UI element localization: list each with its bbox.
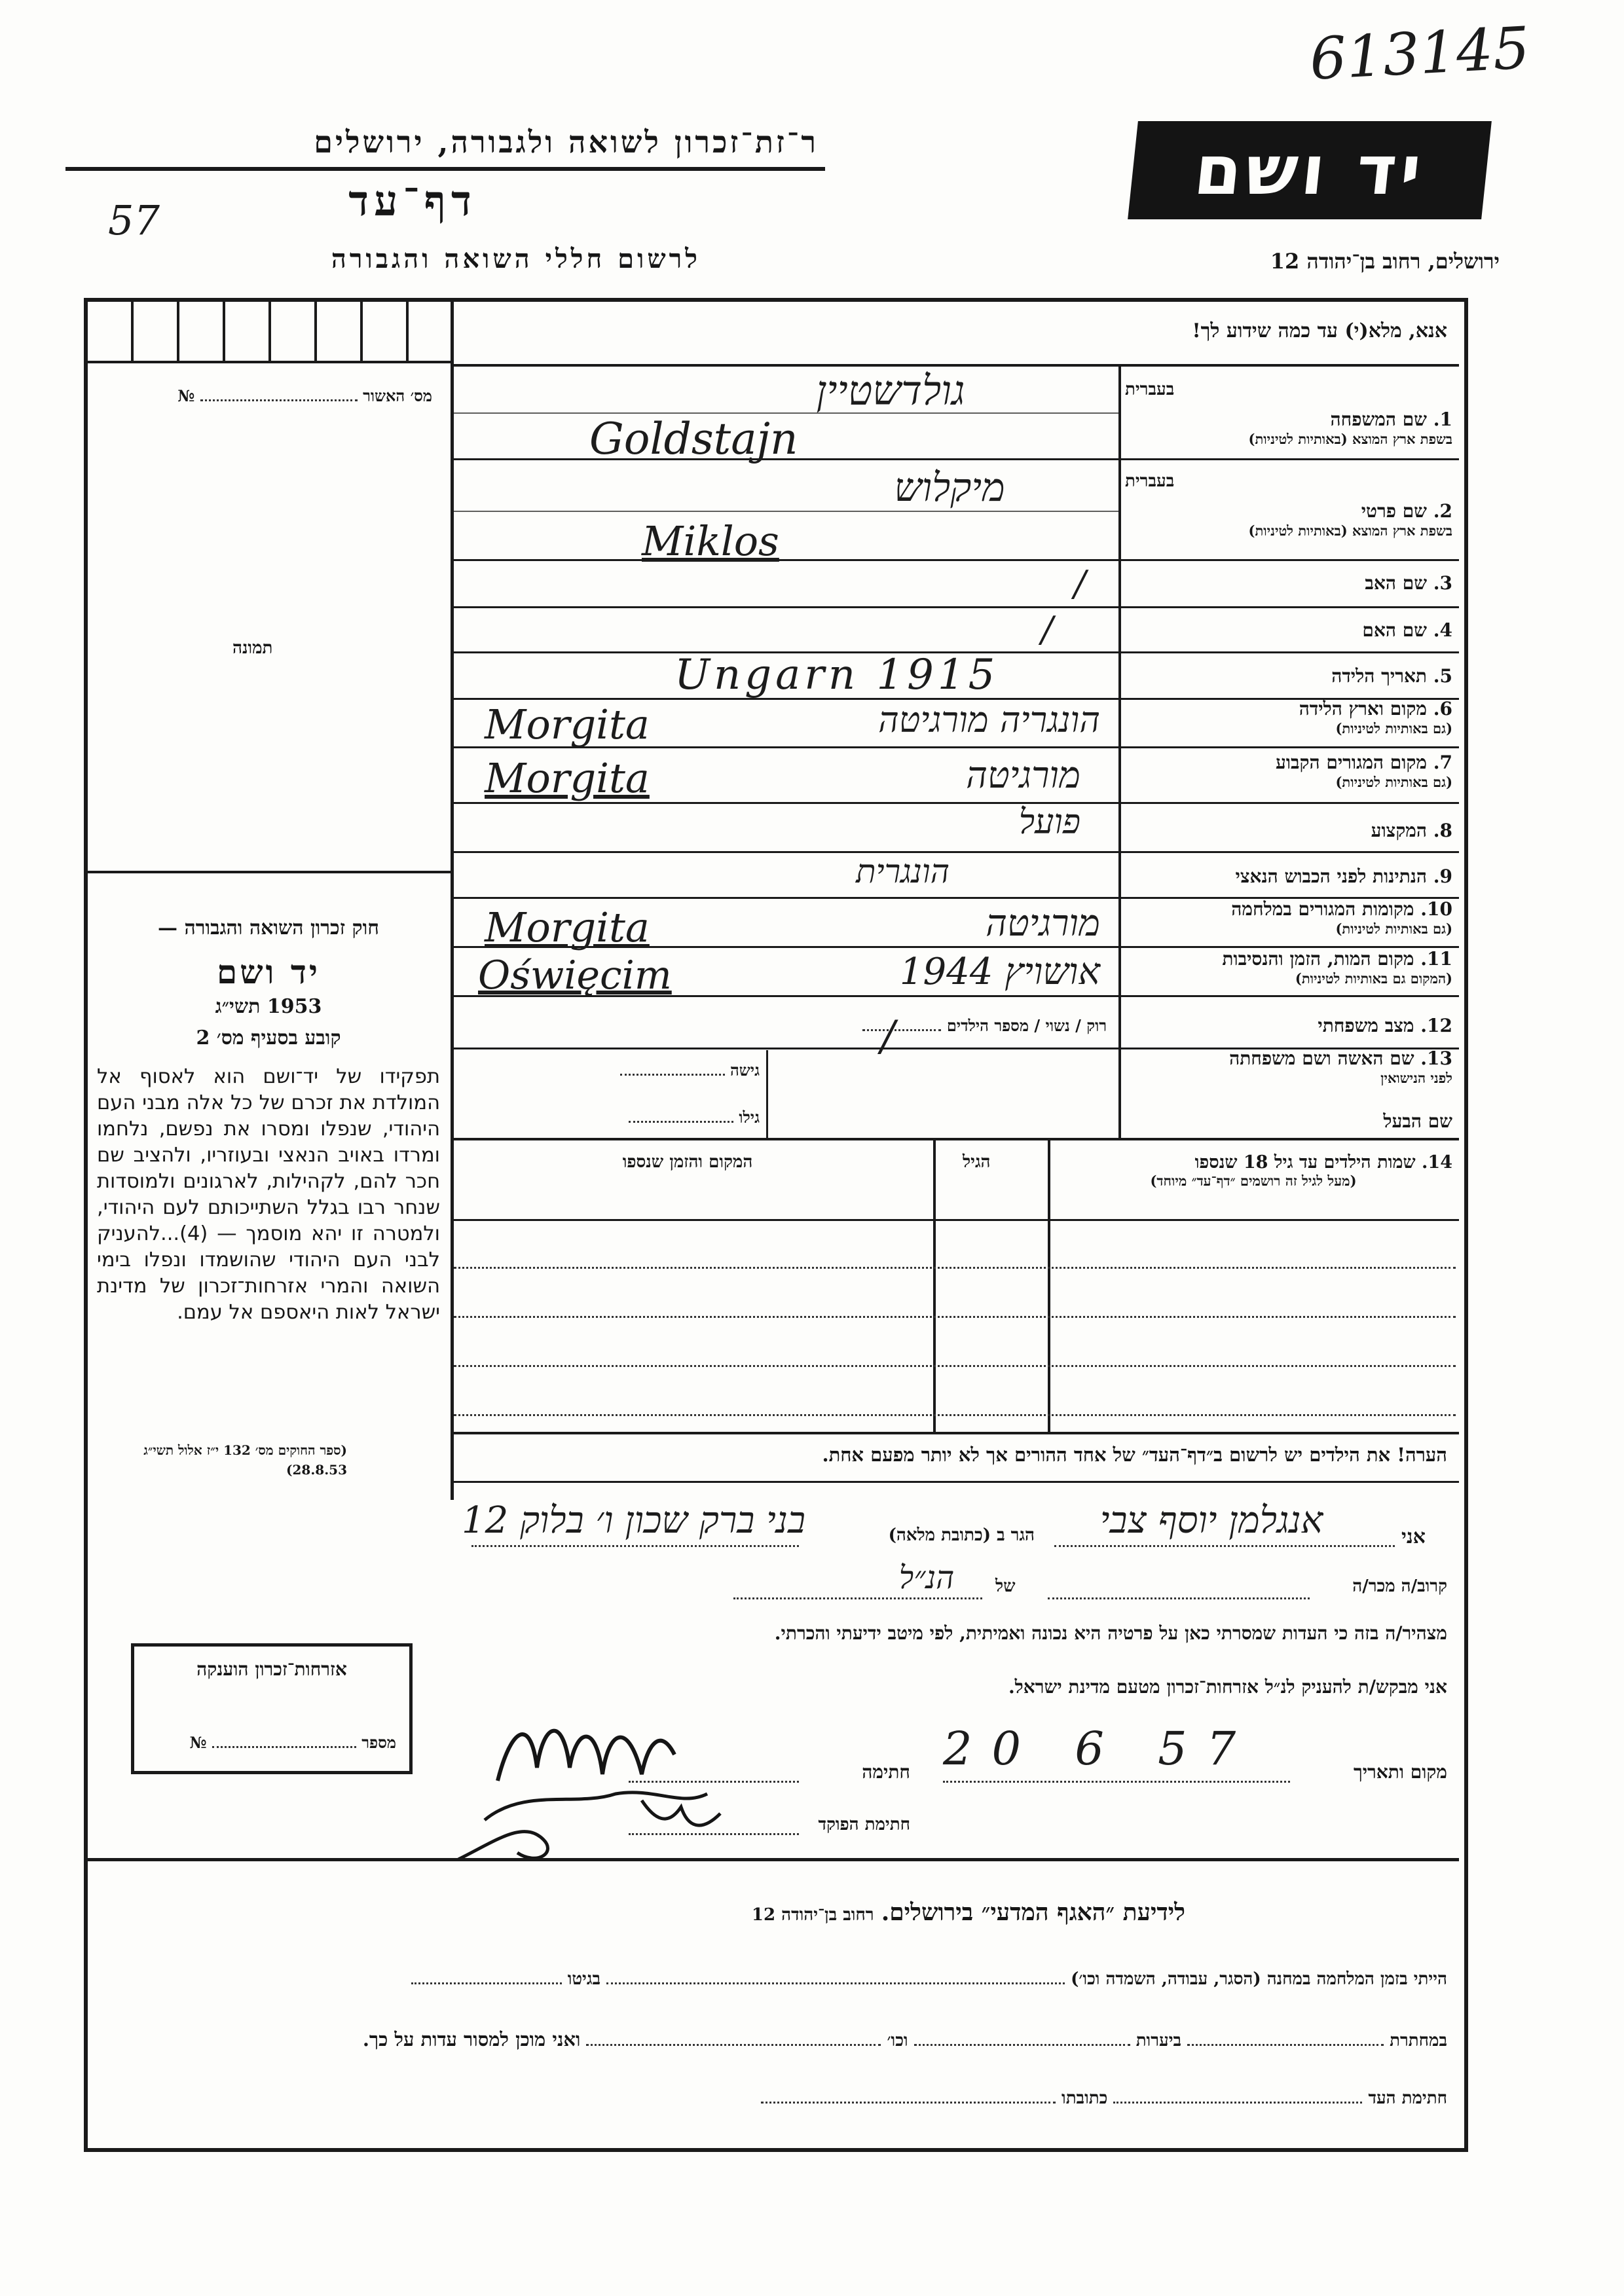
field-2-number: 2. bbox=[1433, 500, 1452, 522]
field-12-number: 12. bbox=[1420, 1015, 1452, 1036]
header-rule bbox=[65, 167, 825, 171]
wife-age-label: גישה bbox=[729, 1061, 760, 1080]
signature-label: חתימה bbox=[862, 1761, 910, 1783]
children-header-rule bbox=[454, 1219, 1459, 1221]
footer-rule bbox=[88, 1858, 1459, 1861]
footer-testimony: ואני מוכן למסור עדות על כך. bbox=[362, 2028, 581, 2050]
field-13-sub: לפני הנישואין bbox=[1380, 1070, 1452, 1086]
field-11-number: 11. bbox=[1420, 948, 1452, 970]
children-line-4[interactable] bbox=[454, 1414, 1456, 1416]
field-7-name: מקום המגורים הקבוע bbox=[1276, 752, 1428, 773]
field-11-sub: (המקום גם באותיות לטיניות) bbox=[1295, 970, 1452, 987]
field-11-label bbox=[1125, 948, 1452, 987]
declarant-address[interactable]: בני ברק שכון ו׳ בלוק 12 bbox=[462, 1499, 805, 1542]
footer-title-text: לידיעת ״האגף המדעי״ בירושלים. bbox=[881, 1899, 1185, 1926]
date-line bbox=[943, 1781, 1290, 1783]
row-rule-3 bbox=[454, 606, 1459, 608]
field-1-hebrew-value[interactable]: גולדשטיין bbox=[816, 367, 965, 414]
relation-line bbox=[1048, 1597, 1310, 1599]
footer-underground: במחתרת bbox=[1390, 2031, 1447, 2050]
children-sub: (מעל לגיל זה רושמים ״דף־עד״ מיוחד) bbox=[1150, 1173, 1357, 1189]
field-5-value[interactable]: Ungarn 1915 bbox=[674, 651, 999, 699]
children-bottom-rule bbox=[454, 1432, 1459, 1434]
memorial-box-title: אזרחות־זכרון הוענקה bbox=[196, 1658, 347, 1680]
sub-rule-2 bbox=[454, 511, 1118, 512]
relation-value[interactable]: הנ״ל bbox=[898, 1559, 955, 1596]
footer-line-2 bbox=[98, 2028, 1447, 2051]
handwritten-number: 57 bbox=[108, 196, 160, 244]
field-9-value[interactable]: הונגרית bbox=[855, 852, 950, 890]
address: ירושלים, רחוב בן־יהודה 12 bbox=[1270, 249, 1500, 274]
date-value[interactable]: 20 6 57 bbox=[943, 1722, 1256, 1776]
children-line-3[interactable] bbox=[454, 1365, 1456, 1367]
approval-number-sign: № bbox=[177, 386, 195, 405]
field-7-sub: (גם באותיות לטיניות) bbox=[1335, 774, 1452, 790]
footer-title bbox=[458, 1899, 1185, 1926]
children-number: 14. bbox=[1422, 1152, 1452, 1173]
memorial-box-number-label: מספר bbox=[361, 1733, 396, 1752]
institution-name: ר־זת־זכרון לשואה ולגבורה, ירושלים bbox=[314, 124, 819, 160]
field-8-label bbox=[1125, 820, 1452, 842]
field-11-latin-value[interactable]: Oświęcim bbox=[478, 953, 672, 998]
field-1-name: שם המשפחה bbox=[1330, 409, 1428, 430]
husband-age bbox=[485, 1108, 760, 1127]
field-4-label bbox=[1125, 619, 1452, 642]
note: הערה! את הילדים יש לרשום ב״דף־העד״ של אחד ההורים אך לא יותר מפעם אחת. bbox=[822, 1444, 1447, 1466]
label-column-divider bbox=[1118, 367, 1121, 1139]
marital-status-options-text: רוק / נשוי / מספר הילדים bbox=[946, 1016, 1107, 1035]
field-7-hebrew-value[interactable]: מורגיטה bbox=[966, 754, 1080, 797]
field-3-name: שם האב bbox=[1365, 572, 1428, 594]
husband-age-label: גילו bbox=[739, 1108, 760, 1127]
field-1-latin-value[interactable]: Goldstajn bbox=[589, 414, 798, 464]
field-12-name: מצב משפחתי bbox=[1318, 1015, 1414, 1036]
field-6-label bbox=[1125, 698, 1452, 737]
field-6-sub: (גם באותיות לטיניות) bbox=[1335, 720, 1452, 737]
left-column-divider bbox=[451, 302, 454, 1500]
field-8-value[interactable]: פועל bbox=[1018, 803, 1080, 842]
relation-label: קרוב/ה מכר/ה bbox=[1352, 1576, 1447, 1596]
declarant-ani: אני bbox=[1401, 1525, 1426, 1548]
memorial-box-number bbox=[147, 1733, 396, 1753]
signature-scribble bbox=[445, 1689, 773, 1886]
law-year: 1953 תשי״ג bbox=[215, 995, 322, 1018]
declaration-text: מצהיר/ה בזה כי העדות שמסרתי כאן על פרטיה היא נכונה ואמיתית, לפי מיטב ידיעתי והכרתי. bbox=[774, 1622, 1447, 1644]
relation-shel: של bbox=[995, 1576, 1016, 1596]
children-line-1[interactable] bbox=[454, 1267, 1456, 1269]
field-9-label bbox=[1125, 866, 1452, 888]
footer-forests: ביערות bbox=[1135, 2031, 1182, 2050]
field-9-name: הנתינות לפני הכבוש הנאצי bbox=[1235, 866, 1428, 887]
field-12-value[interactable]: / bbox=[881, 1012, 895, 1061]
field-11-hebrew-value[interactable]: אושויץ 1944 bbox=[899, 951, 1100, 993]
field-2-hebrew-tag: בעברית bbox=[1125, 471, 1175, 491]
field-1-number: 1. bbox=[1433, 409, 1452, 430]
field-13-number: 13. bbox=[1420, 1048, 1452, 1069]
footer-etc: וכו׳ bbox=[887, 2031, 908, 2050]
field-3-label bbox=[1125, 572, 1452, 594]
field-1-label bbox=[1125, 380, 1452, 448]
request-text: אני מבקש/ת להעניק לנ״ל אזרחות־זכרון מטעם מדינת ישראל. bbox=[1008, 1676, 1447, 1698]
row-rule-8 bbox=[454, 851, 1459, 853]
field-6-latin-value[interactable]: Morgita bbox=[485, 701, 650, 748]
field-2-label bbox=[1125, 471, 1452, 539]
field-7-label bbox=[1125, 752, 1452, 791]
field-7-number: 7. bbox=[1433, 752, 1452, 773]
field-10-name: מקומות המגורים במלחמה bbox=[1231, 898, 1414, 920]
field-6-number: 6. bbox=[1433, 698, 1452, 720]
law-text: תפקידו של יד־ושם הוא לאסוף אל המולדת את זכרם של כל אלה מבני העם היהודי, שנפלו ומסרו את נפשם, נלחמו ומרדו באויב הנאצי ובעוזריו, ולהציב שם חכר להם, לקהילות, לארגונים ולמוסדות שנחר רבו בגלל השתייכותם לעם היהודי, ולמטרה זו יהא מוסמך — (4)...להעניק לבני העם היהודי שהושמדו ונפלו בימי השואה והמרי אזרחות־זכרון של מדינת ישראל לאות היאספם אל עמם. bbox=[97, 1065, 440, 1324]
field-5-name: תאריך הלידה bbox=[1331, 665, 1428, 687]
field-13-label bbox=[1125, 1048, 1452, 1087]
field-4-number: 4. bbox=[1433, 619, 1452, 641]
declarant-address-label: הגר ב (כתובת מלאה) bbox=[888, 1525, 1035, 1545]
tick-boxes bbox=[88, 302, 451, 363]
photo-area-rule bbox=[88, 871, 451, 873]
law-name: יד ושם bbox=[217, 953, 320, 991]
footer-line-1 bbox=[196, 1969, 1447, 1989]
age-divider bbox=[766, 1050, 768, 1138]
footer-witness-address: כתובתו bbox=[1061, 2088, 1108, 2108]
official-signature-label: חתימת הפוקד bbox=[818, 1815, 910, 1834]
reference-number: 613145 bbox=[1308, 14, 1532, 93]
footer-ghetto: בגיטו bbox=[567, 1969, 600, 1989]
form-subtitle: לרשום חללי השואה והגבורה bbox=[331, 244, 701, 274]
husband-name-label: שם הבעל bbox=[1383, 1110, 1452, 1132]
footer-witness-signature: חתימת העד bbox=[1368, 2088, 1447, 2108]
place-date-label: מקום ותאריך bbox=[1353, 1761, 1447, 1783]
children-label bbox=[1054, 1152, 1452, 1190]
field-3-value[interactable]: / bbox=[1074, 563, 1086, 604]
field-4-name: שם האם bbox=[1362, 619, 1428, 641]
field-6-name: מקום וארץ הלידה bbox=[1299, 698, 1428, 720]
field-1-hebrew-tag: בעברית bbox=[1125, 380, 1175, 399]
children-line-2[interactable] bbox=[454, 1316, 1456, 1318]
field-5-label bbox=[1125, 665, 1452, 687]
field-2-latin-value[interactable]: Miklos bbox=[642, 517, 779, 565]
field-10-sub: (גם באותיות לטיניות) bbox=[1335, 920, 1452, 937]
wife-age bbox=[485, 1061, 760, 1080]
law-clause: קובע בסעיף מס׳ 2 bbox=[196, 1027, 341, 1049]
declarant-name[interactable]: אנגלמן יוסף צבי bbox=[1099, 1499, 1323, 1542]
field-3-number: 3. bbox=[1433, 572, 1452, 594]
field-11-name: מקום המות, הזמן והנסיבות bbox=[1222, 948, 1414, 970]
field-12-label bbox=[1125, 1015, 1452, 1037]
memorial-citizenship-box bbox=[131, 1643, 413, 1774]
children-col-1 bbox=[933, 1140, 936, 1432]
field-8-number: 8. bbox=[1433, 820, 1452, 841]
note-rule bbox=[454, 1481, 1459, 1483]
photo-label: תמונה bbox=[232, 638, 273, 658]
field-9-number: 9. bbox=[1433, 866, 1452, 887]
memorial-box-number-sign: № bbox=[189, 1733, 207, 1752]
field-5-number: 5. bbox=[1433, 665, 1452, 687]
field-10-hebrew-value[interactable]: מורגיטה bbox=[986, 902, 1100, 945]
field-2-name: שם פרטי bbox=[1361, 500, 1428, 522]
field-2-hebrew-value[interactable]: מיקלוש bbox=[894, 465, 1005, 511]
field-8-name: המקצוע bbox=[1371, 820, 1428, 841]
field-7-latin-value[interactable]: Morgita bbox=[485, 754, 650, 802]
declarant-address-line bbox=[471, 1545, 799, 1547]
footer-line-3 bbox=[589, 2088, 1447, 2108]
row-rule-13 bbox=[454, 1138, 1459, 1140]
field-1-sub: בשפת ארץ המוצא (באותיות לטיניות) bbox=[1248, 431, 1452, 447]
approval-label-text: מס׳ האשור bbox=[363, 386, 432, 405]
logo-text: יד ושם bbox=[1190, 130, 1429, 210]
children-col-age: הגיל bbox=[963, 1152, 991, 1172]
children-col-2 bbox=[1048, 1140, 1050, 1432]
form-title: דף־עד bbox=[348, 177, 477, 226]
field-10-label bbox=[1125, 898, 1452, 938]
field-2-sub: בשפת ארץ המוצא (באותיות לטיניות) bbox=[1248, 522, 1452, 539]
field-13-name: שם האשה ושם משפחתה bbox=[1229, 1048, 1414, 1069]
row-rule-2 bbox=[454, 559, 1459, 561]
approval-label bbox=[105, 386, 432, 406]
field-10-number: 10. bbox=[1420, 898, 1452, 920]
declarant-name-line bbox=[1054, 1545, 1395, 1547]
relation-value-line bbox=[733, 1597, 982, 1599]
footer-address: רחוב בן־יהודה 12 bbox=[751, 1905, 874, 1925]
children-col-place: המקום והזמן שנספו bbox=[622, 1152, 753, 1172]
children-name: שמות הילדים עד גיל 18 שנספו bbox=[1194, 1152, 1416, 1173]
footer-camp-text: הייתי בזמן המלחמה במחנה (הסגר, עבודה, השמדה וכו׳) bbox=[1071, 1969, 1447, 1989]
yad-vashem-logo bbox=[1128, 121, 1492, 219]
top-notice: אנא, מלא(י) עד כמה שידוע לך! bbox=[1192, 319, 1447, 342]
field-4-value[interactable]: / bbox=[1041, 609, 1054, 650]
field-10-latin-value[interactable]: Morgita bbox=[485, 903, 650, 951]
law-heading: חוק זכרון השואה והגבורה — bbox=[158, 917, 379, 939]
field-6-hebrew-value[interactable]: הונגריה מורגיטה bbox=[878, 699, 1100, 740]
law-source: (ספר החוקים מס׳ 132 י״ז אלול תשי״ג 28.8.53) bbox=[143, 1442, 347, 1478]
